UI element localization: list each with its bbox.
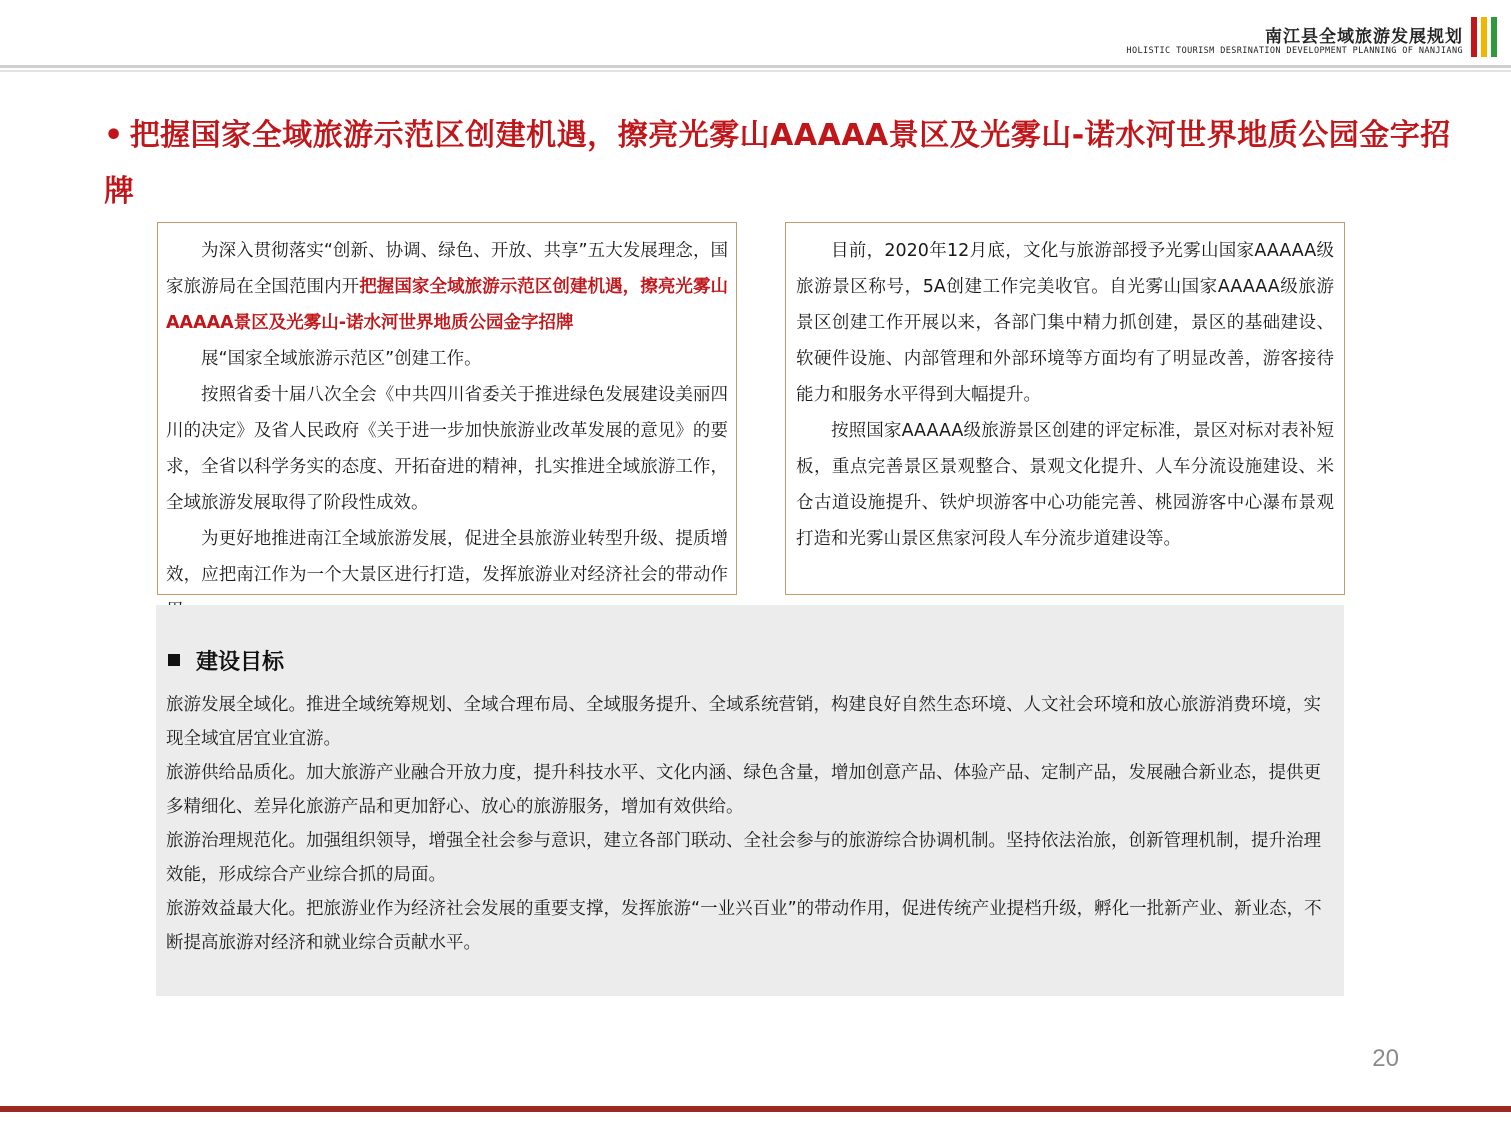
header-subtitle: HOLISTIC TOURISM DESRINATION DEVELOPMENT PLANNING OF NANJIANG bbox=[1126, 46, 1463, 56]
right-paragraph-2: 按照国家AAAAA级旅游景区创建的评定标准，景区对标对表补短板，重点完善景区景观整合、景观文化提升、人车分流设施建设、米仓古道设施提升、铁炉坝游客中心功能完善、桃园游客中心瀑布景观打造和光雾山景区焦家河段人车分流步道建设等。 bbox=[796, 421, 1334, 549]
left-p1-highlight: 把握国家全域旅游示范区创建机遇，擦亮光雾山AAAAA景区及光雾山-诺水河世界地质公园金字招牌 bbox=[166, 277, 729, 333]
left-p1-text: 为深入贯彻落实“创新、协调、绿色、开放、共享”五大发展理念，国家旅游局在全国范围内开 bbox=[166, 241, 728, 297]
page-number: 20 bbox=[1372, 1045, 1399, 1072]
page-heading bbox=[104, 108, 1464, 220]
header-divider bbox=[0, 65, 1511, 68]
goals-heading bbox=[168, 645, 284, 676]
logo-bar-yellow bbox=[1481, 17, 1487, 57]
left-paragraph-2: 按照省委十届八次全会《中共四川省委关于推进绿色发展建设美丽四川的决定》及省人民政府《关于进一步加快旅游业改革发展的意见》的要求，全省以科学务实的态度、开拓奋进的精神，扎实推进全域旅游工作，全域旅游发展取得了阶段性成效。 bbox=[166, 385, 728, 513]
goal-item: 旅游供给品质化。加大旅游产业融合开放力度，提升科技水平、文化内涵、绿色含量，增加创意产品、体验产品、定制产品，发展融合新业态，提供更多精细化、差异化旅游产品和更加舒心、放心的旅游服务，增加有效供给。 bbox=[166, 763, 1321, 817]
goal-item: 旅游发展全域化。推进全域统筹规划、全域合理布局、全域服务提升、全域系统营销，构建良好自然生态环境、人文社会环境和放心旅游消费环境，实现全域宜居宜业宜游。 bbox=[166, 695, 1321, 749]
logo-bar-green bbox=[1491, 17, 1497, 57]
goals-list bbox=[166, 688, 1336, 960]
goal-item: 旅游效益最大化。把旅游业作为经济社会发展的重要支撑，发挥旅游“一业兴百业”的带动作用，促进传统产业提档升级，孵化一批新产业、新业态，不断提高旅游对经济和就业综合贡献水平。 bbox=[166, 899, 1322, 953]
left-paragraph-1b: 展“国家全域旅游示范区”创建工作。 bbox=[201, 349, 482, 369]
right-paragraph-1: 目前，2020年12月底，文化与旅游部授予光雾山国家AAAAA级旅游景区称号，5A创建工作完美收官。自光雾山国家AAAAA级旅游景区创建工作开展以来，各部门集中精力抓创建，景区的基础建设、软硬件设施、内部管理和外部环境等方面均有了明显改善，游客接待能力和服务水平得到大幅提升。 bbox=[796, 241, 1334, 405]
header-divider-secondary bbox=[0, 70, 1511, 72]
footer-bar bbox=[0, 1106, 1511, 1112]
heading-text: 把握国家全域旅游示范区创建机遇，擦亮光雾山AAAAA景区及光雾山-诺水河世界地质公园金字招牌 bbox=[104, 118, 1451, 209]
left-paragraph-3: 为更好地推进南江全域旅游发展，促进全县旅游业转型升级、提质增效，应把南江作为一个大景区进行打造，发挥旅游业对经济社会的带动作 bbox=[166, 529, 728, 585]
goal-item: 旅游治理规范化。加强组织领导，增强全社会参与意识，建立各部门联动、全社会参与的旅游综合协调机制。坚持依法治旅，创新管理机制，提升治理效能，形成综合产业综合抓的局面。 bbox=[166, 831, 1321, 885]
goals-heading-text: 建设目标 bbox=[196, 650, 285, 675]
square-bullet-icon bbox=[168, 654, 180, 666]
right-text-box bbox=[785, 222, 1345, 595]
left-text-box bbox=[157, 222, 737, 595]
logo-bars-icon bbox=[1471, 17, 1499, 57]
left-paragraph-1 bbox=[166, 233, 728, 341]
logo-bar-red bbox=[1471, 17, 1477, 57]
header-title: 南江县全域旅游发展规划 bbox=[1265, 27, 1463, 47]
heading-bullet: • bbox=[104, 118, 124, 153]
